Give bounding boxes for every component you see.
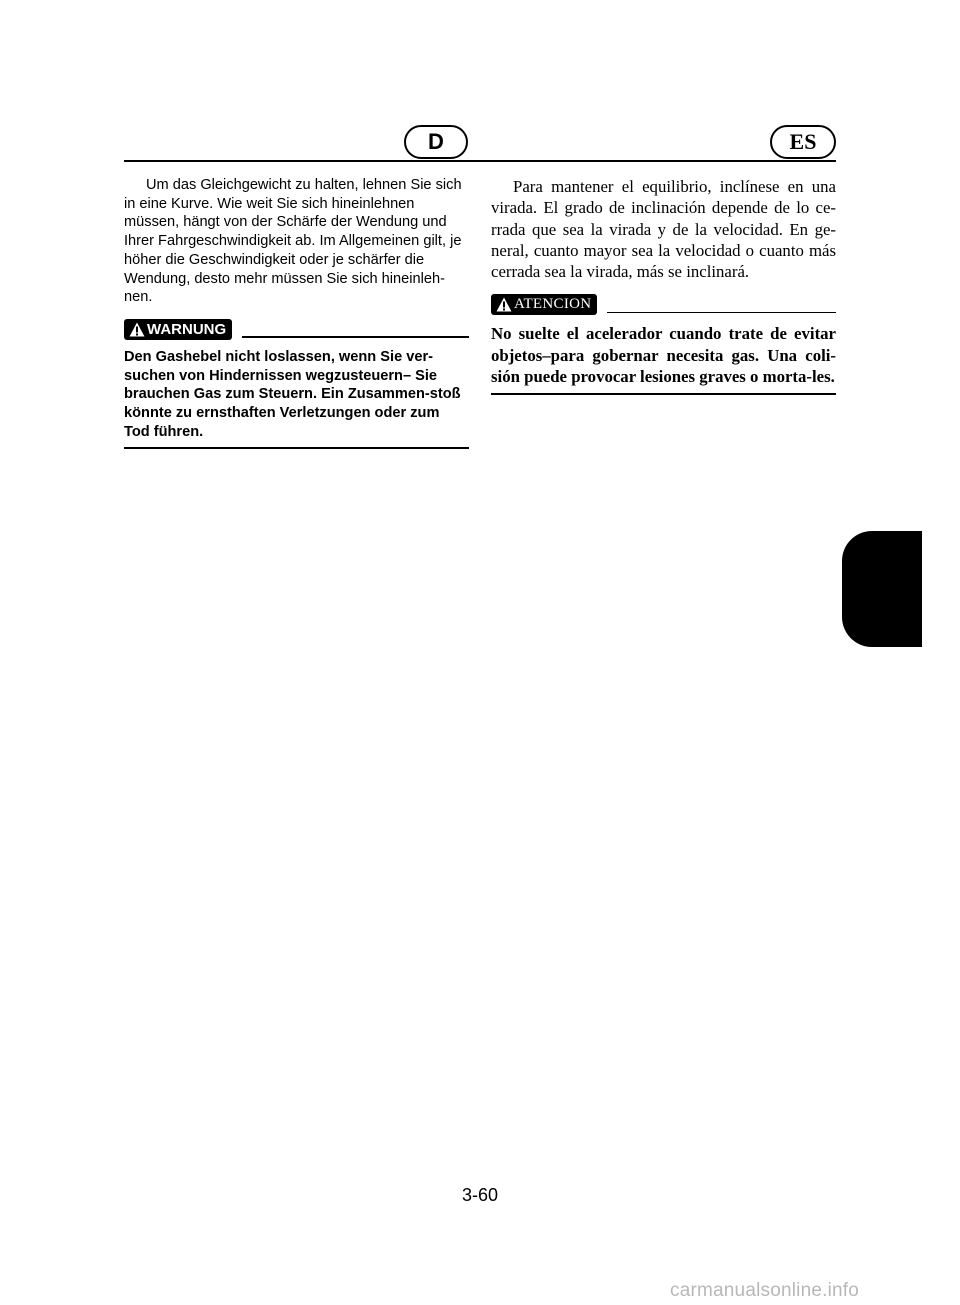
german-warning-label: WARNUNG (147, 320, 227, 338)
german-body-text: Um das Gleichgewicht zu halten, lehnen Sie sich in eine Kurve. Wie weit Sie sich hineinlehnen müssen, hängt von der Schärfe der Wendung und Ihrer Fahrgeschwindigkeit ab. Im Allgemeinen gilt, je höher die Geschwindigkeit oder je schärfer die Wendung, desto mehr müssen Sie sich hineinleh-nen. (124, 177, 462, 306)
spanish-warning-header (491, 294, 836, 315)
german-warning-text: Den Gashebel nicht loslassen, wenn Sie ver-suchen von Hindernissen wegzusteuern– Sie brauchen Gas zum Steuern. Ein Zusammen-stoß könnte zu ernsthaften Verletzungen oder zum Tod führen. (124, 348, 461, 440)
spanish-warning-label: ATENCION (514, 296, 592, 313)
spanish-warning-end-rule (491, 393, 836, 395)
header-rule (124, 160, 836, 162)
section-tab-marker (842, 531, 922, 647)
warning-triangle-icon (496, 297, 512, 312)
warning-triangle-icon (129, 322, 145, 337)
spanish-warning-rule (607, 312, 836, 314)
language-tab-spanish: ES (770, 125, 836, 159)
german-column (124, 176, 469, 449)
watermark: carmanualsonline.info (670, 1280, 860, 1301)
german-warning-rule (242, 336, 469, 338)
german-warning-end-rule (124, 447, 469, 449)
spanish-warning-text: No suelte el acelerador cuando trate de evitar objetos–para gobernar necesita gas. Una coli-sión puede provocar lesiones graves o morta-les. (491, 324, 836, 387)
language-tab-german: D (404, 125, 468, 159)
spanish-body-text: Para mantener el equilibrio, inclínese en una virada. El grado de inclinación depende de lo ce-rrada que sea la virada y de la velocidad. En ge-neral, cuanto mayor sea la velocidad o cuanto más cerrada sea la virada, más se inclinará. (491, 177, 836, 282)
german-warning-header (124, 319, 469, 340)
german-warning-badge (124, 319, 232, 340)
spanish-column (491, 176, 836, 395)
spanish-warning-badge (491, 294, 597, 315)
page-number: 3-60 (461, 1185, 499, 1205)
